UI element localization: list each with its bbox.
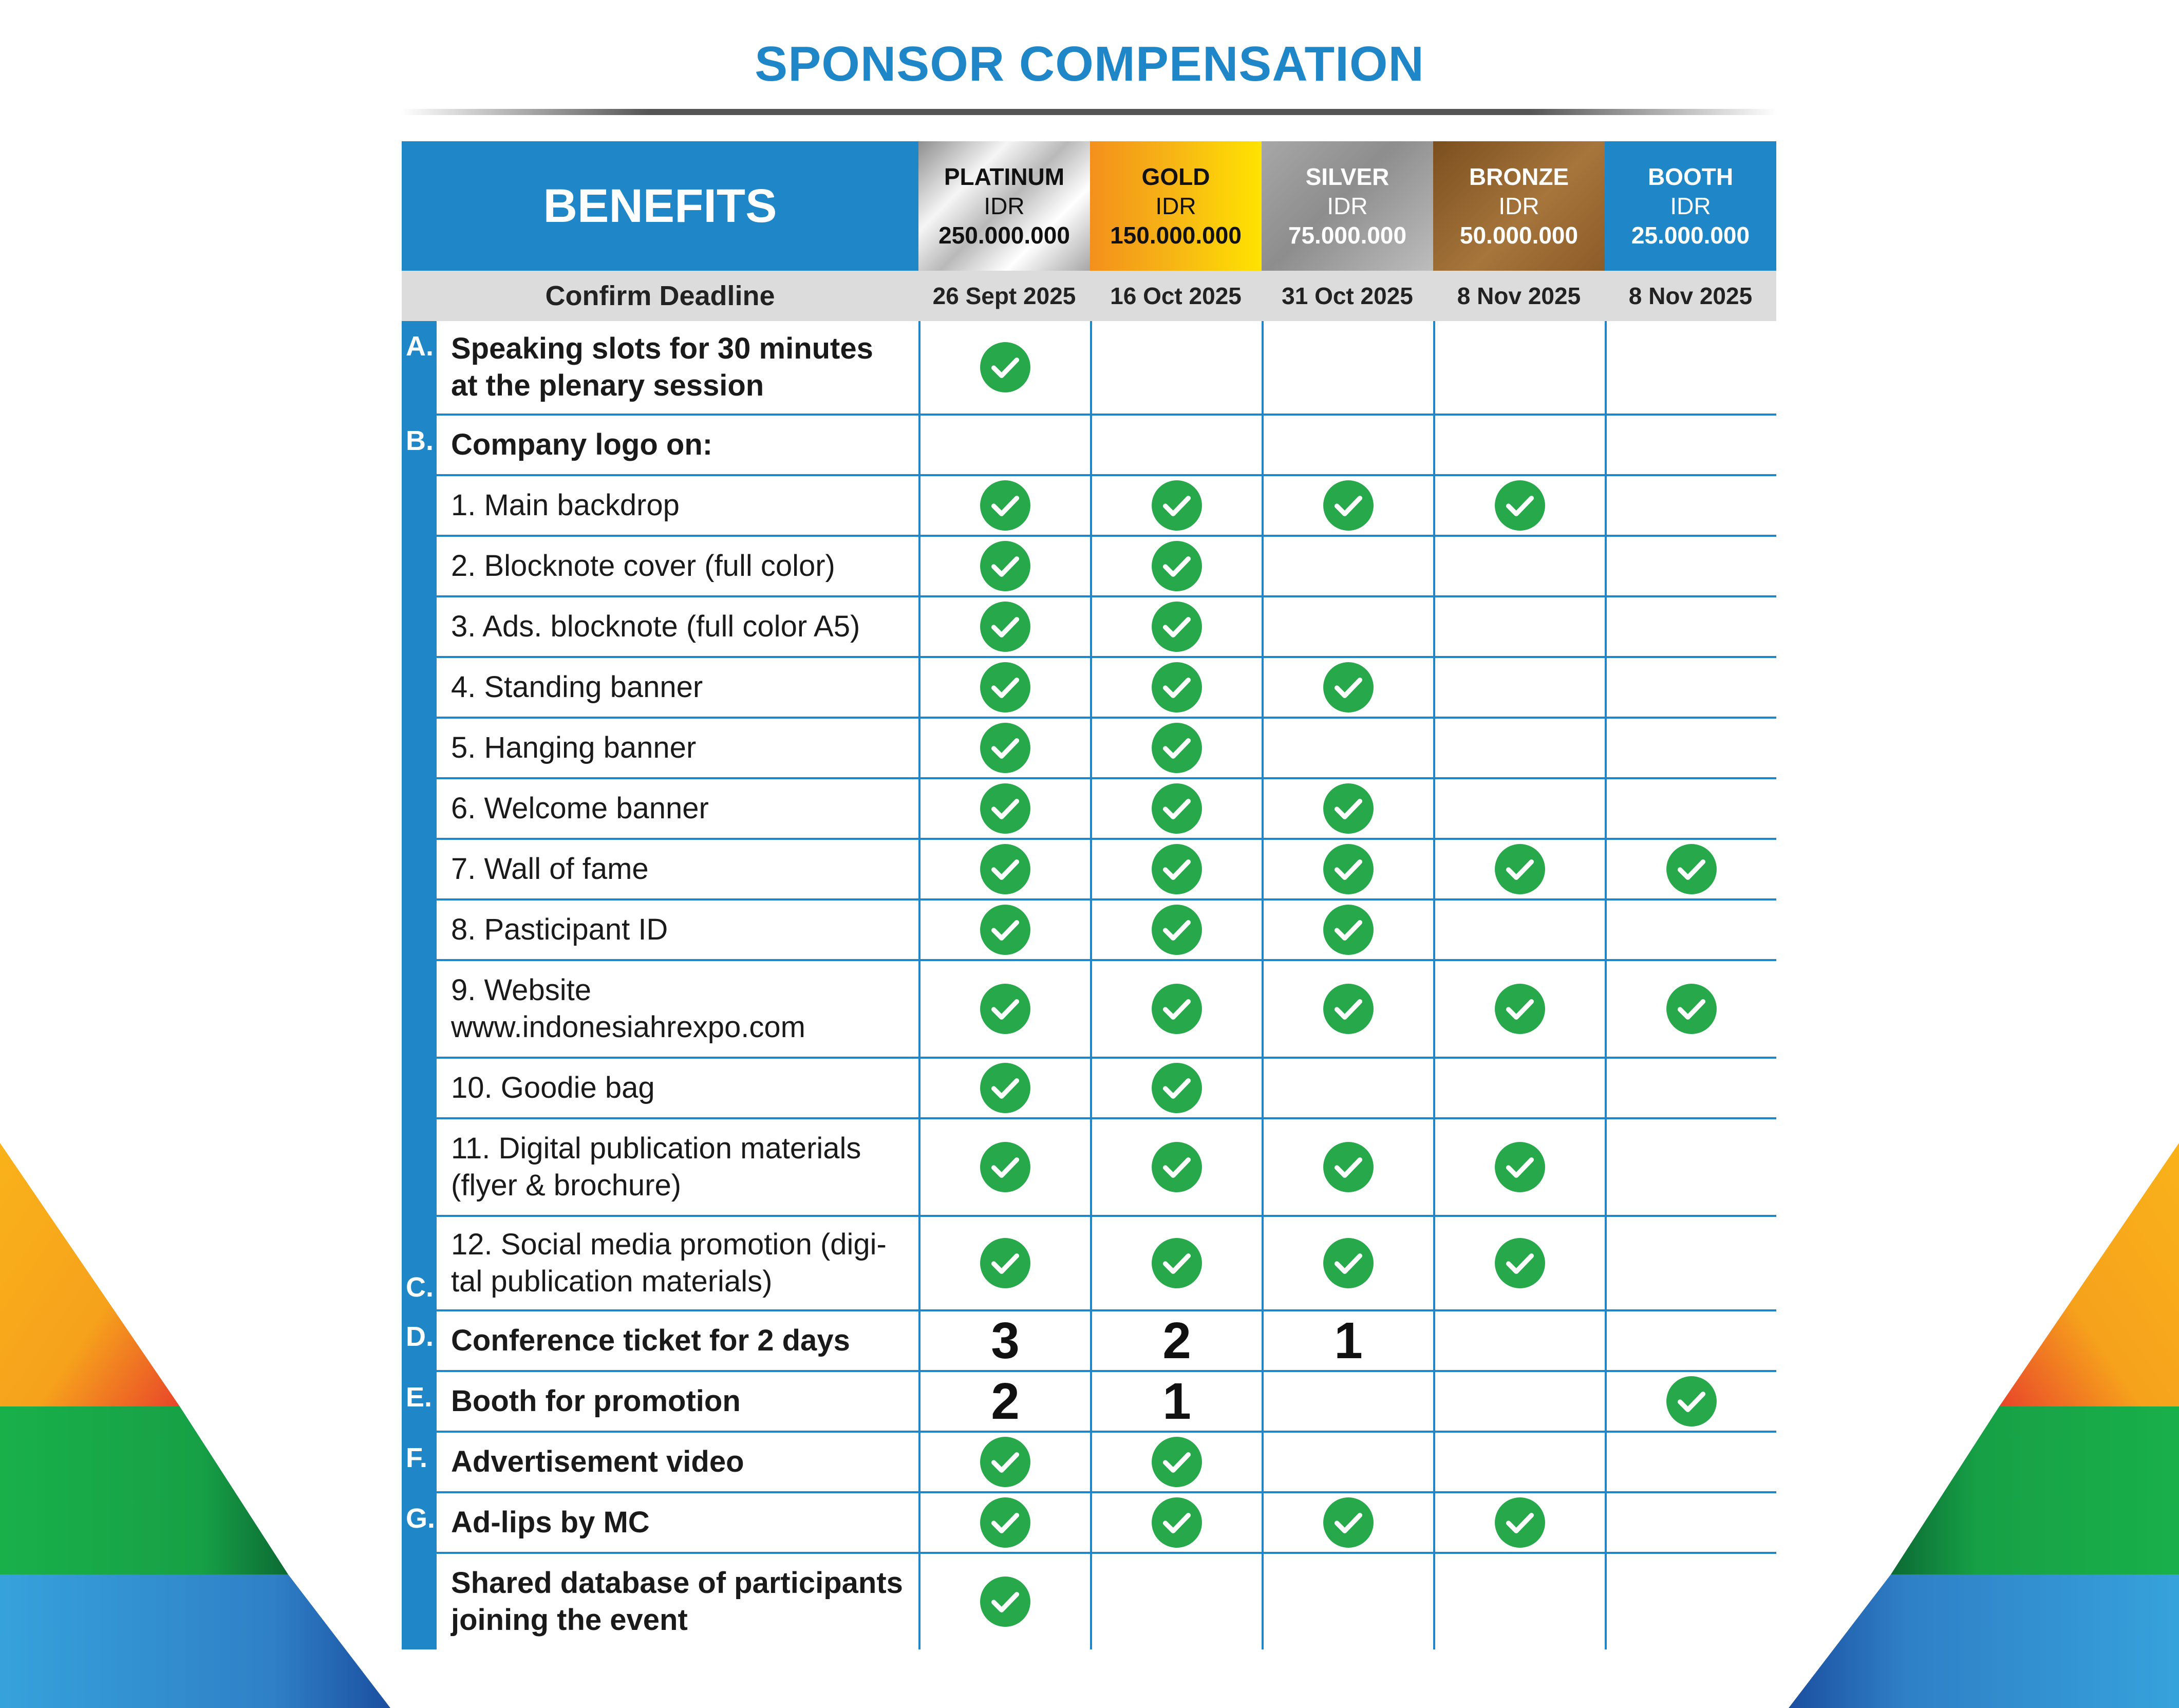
check-circle-icon [1494,479,1546,532]
tier-price: 75.000.000 [1288,221,1407,249]
benefit-label: 5. Hanging banner [437,719,918,779]
quantity-value: 2 [991,1372,1020,1430]
check-circle-icon [1322,904,1375,956]
tier-cell-booth [1605,961,1776,1059]
tier-name: BRONZE [1469,163,1569,190]
benefit-label: 12. Social media promotion (digi-tal publication materials) [437,1217,918,1311]
tier-cell-booth [1605,1059,1776,1119]
tier-cell-silver [1262,1433,1433,1493]
tier-cell-booth [1605,1372,1776,1433]
deadline-date: 31 Oct 2025 [1282,283,1413,309]
benefit-label: Shared database of participants joining the event [451,1566,903,1637]
row-letter-cell [402,900,437,961]
tier-cell-gold [1090,1433,1262,1493]
tier-cell-booth [1605,1433,1776,1493]
check-circle-icon [1494,1237,1546,1289]
table-row [402,537,1776,597]
tier-cell-gold [1090,1311,1262,1372]
tier-cell-platinum [918,476,1090,537]
check-circle-icon [1151,479,1203,532]
tier-cell-gold [1090,1554,1262,1649]
check-circle-icon [1665,843,1718,895]
check-circle-icon [1665,1375,1718,1428]
check-circle-icon [1322,1141,1375,1193]
check-circle-icon [1322,843,1375,895]
benefit-label: 1. Main backdrop [437,476,918,537]
tier-cell-gold [1090,719,1262,779]
tier-cell-platinum [918,1493,1090,1554]
tier-cell-gold [1090,416,1262,476]
deadline-date: 8 Nov 2025 [1457,283,1581,309]
table-row [402,1433,1776,1493]
check-circle-icon [1151,600,1203,653]
tier-price: 50.000.000 [1459,221,1579,249]
benefit-label: Company logo on: [437,416,918,476]
table-row [402,1059,1776,1119]
row-letter-cell [402,1554,437,1649]
table-row [402,321,1776,416]
check-circle-icon [979,1436,1031,1488]
check-circle-icon [1322,1237,1375,1289]
tier-cell-platinum [918,416,1090,476]
tier-price: 250.000.000 [938,221,1070,249]
tier-cell-gold [1090,1217,1262,1311]
benefit-label: 9. Website www.indonesiahrexpo.com [437,961,918,1059]
benefit-label: 10. Goodie bag [437,1059,918,1119]
check-circle-icon [979,904,1031,956]
tier-cell-platinum [918,1554,1090,1649]
table-row [402,597,1776,658]
row-letter-cell [402,779,437,840]
tier-cell-gold [1090,321,1262,416]
row-letter: D. [406,1321,434,1352]
check-circle-icon [1151,904,1203,956]
check-circle-icon [1151,1237,1203,1289]
check-circle-icon [979,1062,1031,1114]
tier-cell-gold [1090,900,1262,961]
tier-cell-booth [1605,1217,1776,1311]
quantity-value: 1 [1334,1311,1363,1369]
quantity-value: 1 [1162,1372,1191,1430]
row-letter-cell [402,1059,437,1119]
table-row [402,961,1776,1059]
row-letter: G. [406,1503,436,1534]
tier-cell-gold [1090,1493,1262,1554]
tier-cell-silver [1262,537,1433,597]
check-circle-icon [979,1237,1031,1289]
row-letter-cell [402,537,437,597]
tier-cell-bronze [1433,1311,1605,1372]
tier-name: GOLD [1141,163,1210,190]
tier-cell-platinum [918,961,1090,1059]
tier-cell-silver [1262,779,1433,840]
tier-cell-silver [1262,840,1433,900]
table-row [402,779,1776,840]
table-header [402,141,1776,271]
deadline-row [402,271,1776,321]
tier-cell-booth [1605,537,1776,597]
tier-cell-booth [1605,476,1776,537]
tier-cell-silver [1262,658,1433,719]
tier-cell-booth [1605,658,1776,719]
tier-cell-bronze [1433,537,1605,597]
tier-cell-platinum [918,1311,1090,1372]
row-letter: A. [406,331,434,362]
tier-cell-platinum [918,779,1090,840]
tier-cell-bronze [1433,1493,1605,1554]
tier-cell-bronze [1433,1372,1605,1433]
tier-cell-booth [1605,840,1776,900]
tier-cell-silver [1262,416,1433,476]
check-circle-icon [1322,983,1375,1035]
table-row [402,1217,1776,1311]
check-circle-icon [1151,661,1203,714]
tier-cell-platinum [918,1433,1090,1493]
tier-cell-booth [1605,597,1776,658]
tier-cell-bronze [1433,1217,1605,1311]
tier-cell-silver [1262,719,1433,779]
tier-cell-booth [1605,416,1776,476]
row-letter-cell [402,416,437,476]
row-letter-cell [402,1372,437,1433]
tier-cell-booth [1605,1311,1776,1372]
row-letter-cell [402,961,437,1059]
check-circle-icon [979,1575,1031,1628]
row-letter: E. [406,1382,433,1413]
sponsor-table [402,141,1776,1649]
tier-cell-bronze [1433,597,1605,658]
deadline-date: 8 Nov 2025 [1628,283,1753,309]
quantity-value: 3 [991,1311,1020,1369]
check-circle-icon [1494,1141,1546,1193]
tier-cell-gold [1090,1059,1262,1119]
tier-cell-platinum [918,840,1090,900]
benefit-label: Speaking slots for 30 minutes at the plenary session [437,321,918,416]
row-letter-cell [402,476,437,537]
check-circle-icon [979,1141,1031,1193]
tier-cell-gold [1090,1372,1262,1433]
benefit-label: 8. Pasticipant ID [437,900,918,961]
tier-name: PLATINUM [944,163,1065,190]
check-circle-icon [1151,1062,1203,1114]
tier-currency: IDR [1498,192,1539,219]
table-row [402,1554,1776,1649]
tier-cell-booth [1605,1493,1776,1554]
tier-cell-bronze [1433,1554,1605,1649]
tier-cell-silver [1262,321,1433,416]
benefit-label: 4. Standing banner [437,658,918,719]
table-row [402,1493,1776,1554]
tier-cell-booth [1605,779,1776,840]
tier-currency: IDR [984,192,1025,219]
check-circle-icon [979,722,1031,774]
benefits-header: BENEFITS [402,141,918,271]
row-letter-cell [402,840,437,900]
table-body [402,321,1776,1649]
tier-cell-silver [1262,1554,1433,1649]
tier-cell-gold [1090,961,1262,1059]
tier-cell-platinum [918,719,1090,779]
deadline-date: 26 Sept 2025 [932,283,1076,309]
row-letter-cell [402,1217,437,1311]
check-circle-icon [1665,983,1718,1035]
row-letter: F. [406,1442,428,1473]
benefit-label: 2. Blocknote cover (full color) [437,537,918,597]
tier-cell-silver [1262,900,1433,961]
row-letter-cell [402,597,437,658]
tier-cell-silver [1262,597,1433,658]
check-circle-icon [1494,1496,1546,1549]
table-row [402,1311,1776,1372]
check-circle-icon [979,661,1031,714]
tier-cell-booth [1605,1554,1776,1649]
tier-cell-gold [1090,658,1262,719]
check-circle-icon [1322,1496,1375,1549]
check-circle-icon [1151,540,1203,592]
check-circle-icon [1151,1436,1203,1488]
tier-cell-platinum [918,1119,1090,1217]
tier-currency: IDR [1327,192,1368,219]
tier-cell-bronze [1433,840,1605,900]
check-circle-icon [979,341,1031,393]
tier-cell-bronze [1433,900,1605,961]
tier-cell-silver [1262,1372,1433,1433]
table-row [402,416,1776,476]
tier-price: 150.000.000 [1110,221,1242,249]
page-title: SPONSOR COMPENSATION [755,36,1424,91]
tier-cell-silver [1262,1059,1433,1119]
table-row [402,1119,1776,1217]
benefit-label: 3. Ads. blocknote (full color A5) [437,597,918,658]
tier-cell-silver [1262,1493,1433,1554]
tier-cell-bronze [1433,779,1605,840]
tier-cell-bronze [1433,658,1605,719]
benefit-label: 11. Digital publication materials (flyer & brochure) [437,1119,918,1217]
deadline-label: Confirm Deadline [545,280,775,311]
row-letter-cell [402,719,437,779]
tier-cell-silver [1262,1119,1433,1217]
tier-cell-platinum [918,537,1090,597]
tier-name: SILVER [1305,163,1389,190]
title-divider [401,109,1777,115]
tier-gold-header [1090,141,1262,271]
tier-cell-silver [1262,1217,1433,1311]
tier-cell-gold [1090,597,1262,658]
table-row [402,719,1776,779]
tier-cell-gold [1090,537,1262,597]
check-circle-icon [1494,843,1546,895]
check-circle-icon [979,540,1031,592]
check-circle-icon [1151,782,1203,835]
tier-cell-platinum [918,1059,1090,1119]
check-circle-icon [1322,479,1375,532]
check-circle-icon [979,600,1031,653]
check-circle-icon [1151,1496,1203,1549]
tier-cell-gold [1090,779,1262,840]
tier-cell-platinum [918,900,1090,961]
tier-cell-silver [1262,476,1433,537]
check-circle-icon [979,983,1031,1035]
quantity-value: 2 [1162,1311,1191,1369]
tier-cell-bronze [1433,1433,1605,1493]
table-row [402,840,1776,900]
tier-booth-header [1605,141,1776,271]
check-circle-icon [1151,843,1203,895]
table-row [402,476,1776,537]
tier-silver-header [1262,141,1433,271]
table-row [402,900,1776,961]
check-circle-icon [979,782,1031,835]
row-letter-cell [402,321,437,416]
row-letter-cell [402,1311,437,1372]
check-circle-icon [1151,1141,1203,1193]
benefit-label: Ad-lips by MC [437,1493,918,1554]
tier-cell-bronze [1433,719,1605,779]
tier-cell-gold [1090,840,1262,900]
check-circle-icon [979,1496,1031,1549]
tier-cell-gold [1090,1119,1262,1217]
tier-cell-bronze [1433,416,1605,476]
tier-cell-bronze [1433,476,1605,537]
tier-cell-silver [1262,961,1433,1059]
tier-platinum-header [918,141,1090,271]
benefit-label: Advertisement video [437,1433,918,1493]
check-circle-icon [1322,782,1375,835]
check-circle-icon [979,843,1031,895]
tier-cell-platinum [918,597,1090,658]
row-letter-cell [402,1433,437,1493]
tier-cell-silver [1262,1311,1433,1372]
benefit-label: 6. Welcome banner [437,779,918,840]
tier-cell-bronze [1433,961,1605,1059]
tier-name: BOOTH [1647,163,1734,190]
tier-cell-bronze [1433,1119,1605,1217]
benefit-label: Conference ticket for 2 days [437,1311,918,1372]
tier-price: 25.000.000 [1631,221,1750,249]
check-circle-icon [979,479,1031,532]
check-circle-icon [1151,722,1203,774]
row-letter: C. [406,1272,434,1303]
check-circle-icon [1151,983,1203,1035]
check-circle-icon [1322,661,1375,714]
deadline-date: 16 Oct 2025 [1110,283,1242,309]
tier-cell-booth [1605,900,1776,961]
benefit-label: 7. Wall of fame [437,840,918,900]
tier-cell-platinum [918,658,1090,719]
row-letter: B. [406,425,434,456]
tier-cell-booth [1605,1119,1776,1217]
benefit-label: Booth for promotion [437,1372,918,1433]
check-circle-icon [1494,983,1546,1035]
tier-currency: IDR [1155,192,1196,219]
row-letter-cell [402,658,437,719]
tier-bronze-header [1433,141,1605,271]
table-row [402,658,1776,719]
tier-cell-booth [1605,719,1776,779]
tier-cell-bronze [1433,1059,1605,1119]
tier-currency: IDR [1670,192,1711,219]
row-letter-cell [402,1119,437,1217]
table-row [402,1372,1776,1433]
tier-cell-platinum [918,1372,1090,1433]
tier-cell-gold [1090,476,1262,537]
tier-cell-platinum [918,1217,1090,1311]
row-letter-cell [402,1493,437,1554]
tier-cell-booth [1605,321,1776,416]
tier-cell-bronze [1433,321,1605,416]
tier-cell-platinum [918,321,1090,416]
